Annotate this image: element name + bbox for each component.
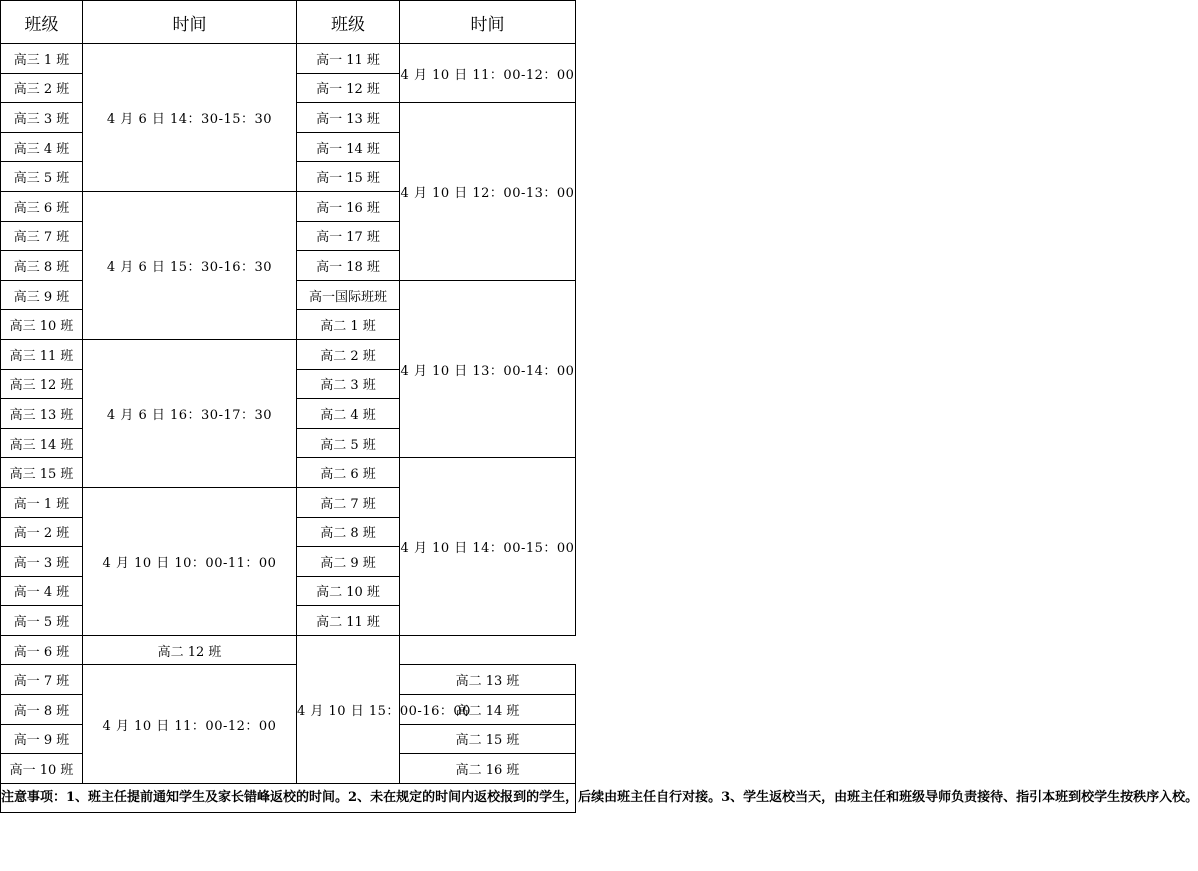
time-slot-cell: 4 月 10 日 11：00-12：00	[83, 665, 297, 783]
class-cell: 高一 8 班	[1, 695, 83, 725]
table-row	[1, 635, 576, 665]
class-cell: 高三 7 班	[1, 221, 83, 251]
time-slot-cell: 4 月 10 日 10：00-11：00	[83, 487, 297, 635]
class-cell: 高一 1 班	[1, 487, 83, 517]
class-cell: 高二 1 班	[297, 310, 400, 340]
class-cell: 高三 5 班	[1, 162, 83, 192]
time-slot-cell: 4 月 10 日 12：00-13：00	[400, 103, 576, 281]
time-slot-cell: 4 月 10 日 15：00-16：00	[297, 635, 400, 783]
notes-row	[1, 783, 576, 813]
header-row	[1, 1, 576, 44]
header-class-right: 班级	[297, 1, 400, 44]
table-row	[1, 44, 576, 74]
class-cell: 高二 8 班	[297, 517, 400, 547]
class-cell: 高一 11 班	[297, 44, 400, 74]
class-cell: 高二 12 班	[83, 635, 297, 665]
class-cell: 高二 10 班	[297, 576, 400, 606]
class-cell: 高一 7 班	[1, 665, 83, 695]
class-cell: 高二 14 班	[400, 695, 576, 725]
class-cell: 高一 16 班	[297, 191, 400, 221]
class-cell: 高三 12 班	[1, 369, 83, 399]
class-cell: 高一 12 班	[297, 73, 400, 103]
class-cell: 高二 6 班	[297, 458, 400, 488]
class-cell: 高三 6 班	[1, 191, 83, 221]
class-cell: 高一 17 班	[297, 221, 400, 251]
class-cell: 高二 11 班	[297, 606, 400, 636]
class-cell: 高三 2 班	[1, 73, 83, 103]
time-slot-cell: 4 月 10 日 14：00-15：00	[400, 458, 576, 636]
class-cell: 高一 3 班	[1, 547, 83, 577]
class-cell: 高一 15 班	[297, 162, 400, 192]
class-cell: 高三 13 班	[1, 399, 83, 429]
class-cell: 高二 7 班	[297, 487, 400, 517]
class-cell: 高二 3 班	[297, 369, 400, 399]
class-cell: 高一 2 班	[1, 517, 83, 547]
class-cell: 高二 4 班	[297, 399, 400, 429]
class-cell: 高二 16 班	[400, 754, 576, 784]
class-cell: 高二 2 班	[297, 339, 400, 369]
class-cell: 高二 13 班	[400, 665, 576, 695]
class-cell: 高一 10 班	[1, 754, 83, 784]
class-cell: 高三 14 班	[1, 428, 83, 458]
time-slot-cell: 4 月 6 日 16：30-17：30	[83, 339, 297, 487]
class-cell: 高一 18 班	[297, 251, 400, 281]
header-time-left: 时间	[83, 1, 297, 44]
class-cell: 高一国际班班	[297, 280, 400, 310]
time-slot-cell: 4 月 10 日 13：00-14：00	[400, 280, 576, 458]
class-cell: 高一 6 班	[1, 635, 83, 665]
class-cell: 高一 5 班	[1, 606, 83, 636]
class-cell: 高三 15 班	[1, 458, 83, 488]
class-cell: 高三 9 班	[1, 280, 83, 310]
time-slot-cell: 4 月 6 日 15：30-16：30	[83, 191, 297, 339]
class-cell: 高一 4 班	[1, 576, 83, 606]
class-cell: 高二 15 班	[400, 724, 576, 754]
time-slot-cell: 4 月 10 日 11：00-12：00	[400, 44, 576, 103]
class-cell: 高三 3 班	[1, 103, 83, 133]
class-cell: 高二 9 班	[297, 547, 400, 577]
notes-cell: 注意事项：1、班主任提前通知学生及家长错峰返校的时间。2、未在规定的时间内返校报到的学生，后续由班主任自行对接。3、学生返校当天，由班主任和班级导师负责接待、指引本班到校学生按秩序入校。	[1, 783, 576, 813]
header-time-right: 时间	[400, 1, 576, 44]
class-cell: 高一 14 班	[297, 132, 400, 162]
class-cell: 高三 4 班	[1, 132, 83, 162]
class-cell: 高三 8 班	[1, 251, 83, 281]
time-slot-cell: 4 月 6 日 14：30-15：30	[83, 44, 297, 192]
class-cell: 高一 9 班	[1, 724, 83, 754]
class-cell: 高三 1 班	[1, 44, 83, 74]
class-cell: 高三 10 班	[1, 310, 83, 340]
class-cell: 高二 5 班	[297, 428, 400, 458]
header-class-left: 班级	[1, 1, 83, 44]
table-row	[1, 665, 576, 695]
class-cell: 高三 11 班	[1, 339, 83, 369]
class-cell: 高一 13 班	[297, 103, 400, 133]
